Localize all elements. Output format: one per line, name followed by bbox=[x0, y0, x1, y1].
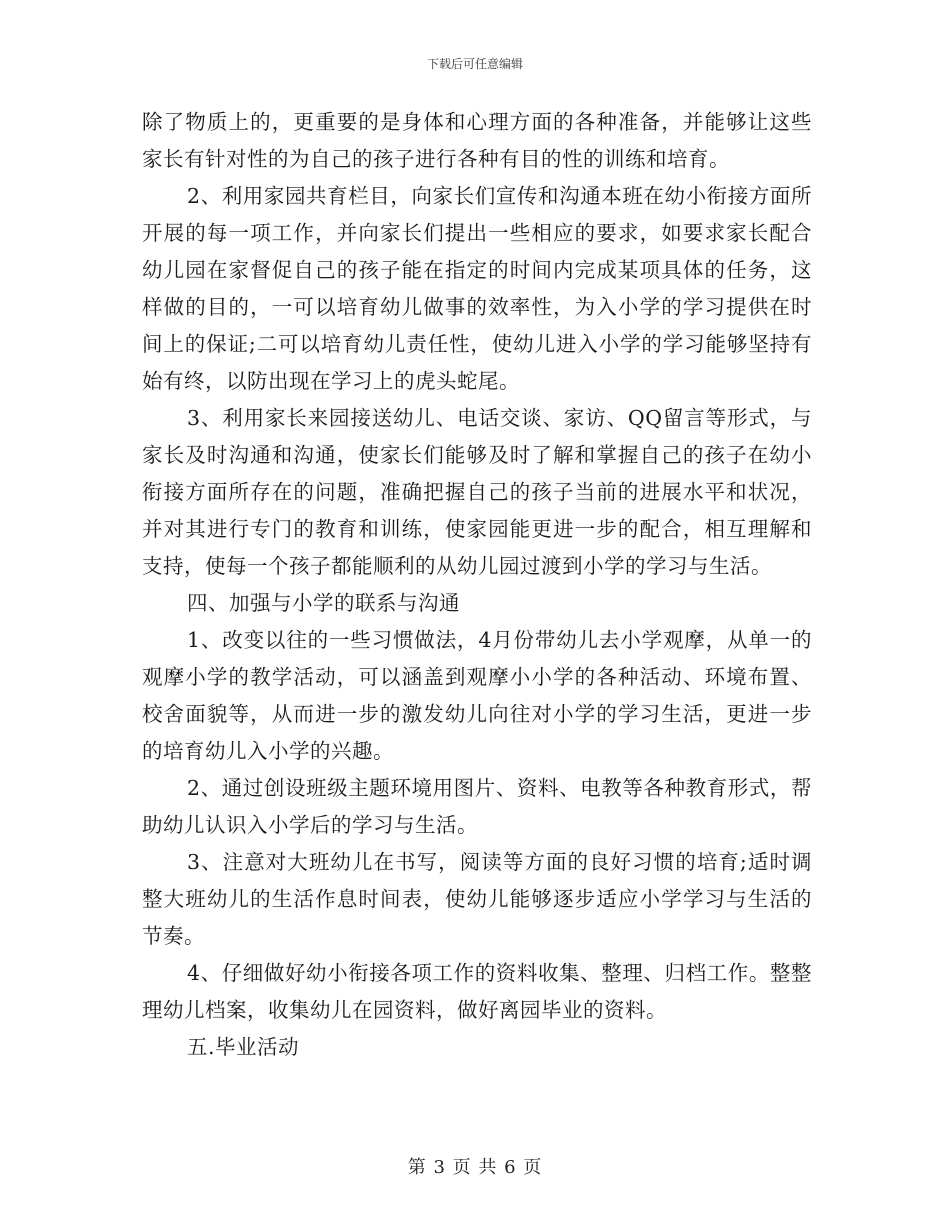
section-heading-4: 四、加强与小学的联系与沟通 bbox=[187, 591, 460, 615]
section-heading-5: 五.毕业活动 bbox=[187, 1035, 300, 1059]
page-header: 下载后可任意编辑 bbox=[426, 57, 523, 71]
paragraph-item-3: 3、利用家长来园接送幼儿、电话交谈、家访、QQ留言等形式，与家长及时沟通和沟通，使家长们能够及时了解和掌握自己的孩子在幼小衔接方面所存在的问题，准确把握自己的孩子当前的进展水平和状况，并对其进行专门的教育和训练，使家园能更进一步的配合，相互理解和支持，使每一个孩子都能顺利的从幼儿园过渡到小学的学习与生活。 bbox=[142, 406, 812, 578]
document-body bbox=[142, 104, 812, 1066]
paragraph-4-item-1: 1、改变以往的一些习惯做法，4月份带幼儿去小学观摩，从单一的观摩小学的教学活动，可以涵盖到观摩小小学的各种活动、环境布置、校舍面貌等，从而进一步的激发幼儿向往对小学的学习生活，更进一步的培育幼儿入小学的兴趣。 bbox=[142, 628, 812, 763]
paragraph-item-2: 2、利用家园共育栏目，向家长们宣传和沟通本班在幼小衔接方面所开展的每一项工作，并向家长们提出一些相应的要求，如要求家长配合幼儿园在家督促自己的孩子能在指定的时间内完成某项具体的任务，这样做的目的，一可以培育幼儿做事的效率性，为入小学的学习提供在时间上的保证;二可以培育幼儿责任性，使幼儿进入小学的学习能够坚持有始有终，以防出现在学习上的虎头蛇尾。 bbox=[142, 184, 812, 393]
page-number: 第 3 页 共 6 页 bbox=[407, 1157, 543, 1178]
paragraph-4-item-3: 3、注意对大班幼儿在书写，阅读等方面的良好习惯的培育;适时调整大班幼儿的生活作息时间表，使幼儿能够逐步适应小学学习与生活的节奏。 bbox=[142, 850, 812, 948]
paragraph-4-item-4: 4、仔细做好幼小衔接各项工作的资料收集、整理、归档工作。整整理幼儿档案，收集幼儿在园资料，做好离园毕业的资料。 bbox=[142, 961, 812, 1022]
paragraph-4-item-2: 2、通过创设班级主题环境用图片、资料、电教等各种教育形式，帮助幼儿认识入小学后的学习与生活。 bbox=[142, 776, 812, 837]
paragraph-continuation: 除了物质上的，更重要的是身体和心理方面的各种准备，并能够让这些家长有针对性的为自己的孩子进行各种有目的性的训练和培育。 bbox=[142, 110, 812, 171]
